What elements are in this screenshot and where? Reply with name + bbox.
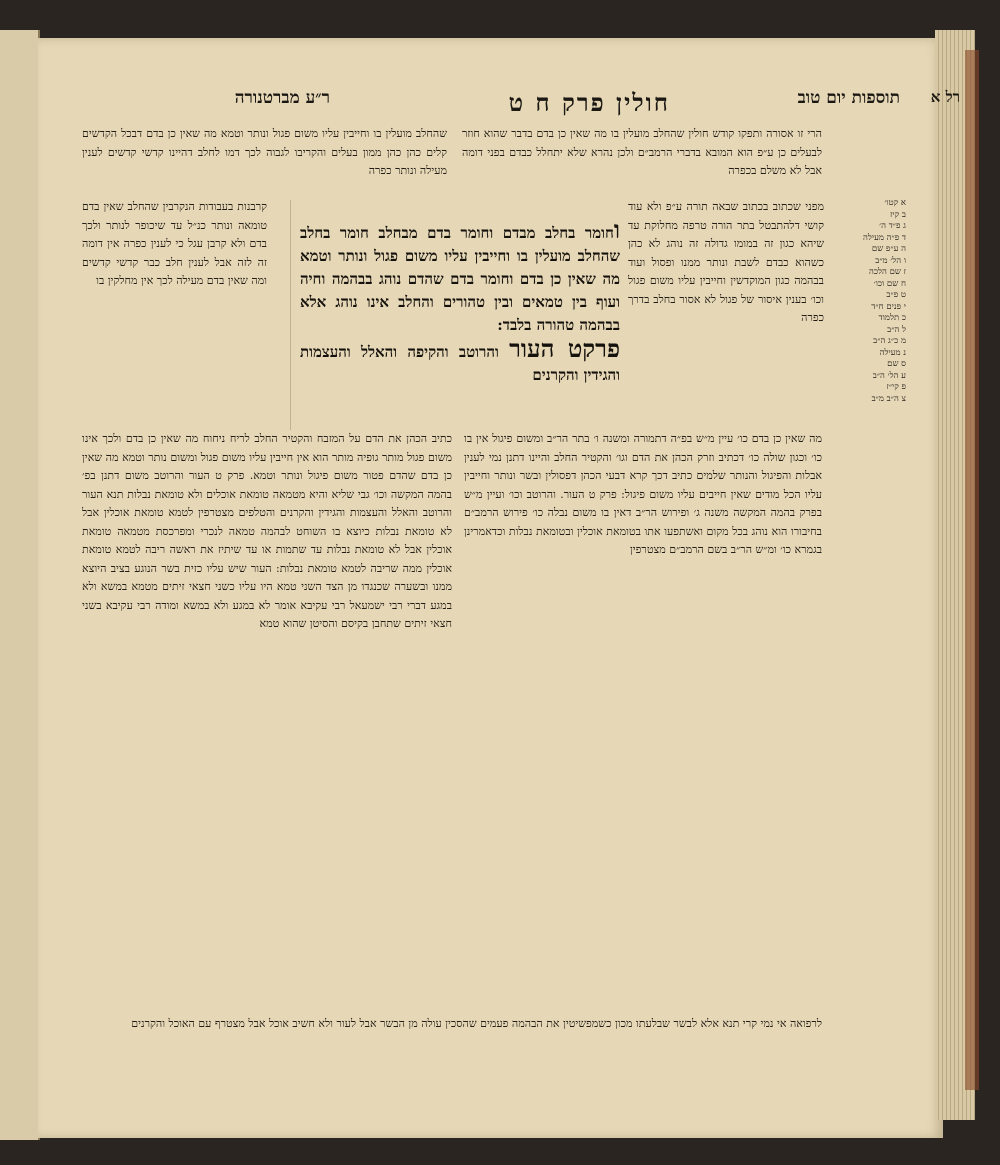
left-page-edge: [0, 30, 40, 1140]
commentary-text: מה שאין כן בדם כו׳ עיין מ״ש בפ״ה דתמורה ומשנה ו׳ בתר הר״ב ומשום פיגול אין בו כו׳ וכגון שולה כו׳ דכתיב וזרק הכהן את הדם וגו׳ והקטיר החלב והיינו דתנן נמי לענין אבלות והפיגול והנותר שלמים כתיב דכך קרא דבעי הכהן דפסולין ובשר ונותר וחייבין עליו הכל מודים שאין חייבים עליו משום פיגול: פרק ט העור. והרוטב וכו׳ ועיין מ״ש בפרק בהמה המקשה משנה ג׳ ופירוש הר״ב דאין בו משום נבלה כו׳ פירוש הרמב״ם בחיבורו הוא נוהג בכל מקום ואשתפעו אתו בטומאת אוכלין ובטומאת נבלות וכדאמרינן בגמרא כו׳ ומ״ש הר״ב בשם הרמב״ם מצטרפין: [464, 432, 822, 556]
header-rav: ר״ע מברטנורה: [234, 88, 330, 108]
mishnah-text: [300, 215, 620, 458]
margin-note: ב קיז: [890, 209, 906, 220]
margin-note: א קטו׳: [884, 198, 906, 208]
commentary-text: כתיב הכהן את הדם על המזבח והקטיר החלב לריח ניחוח מה שאין כן בדם ולכך אינו משום פגול מותר גופיה מותר הוא אין חייבין עליו משום פגול ומשום נותר וטמא מה שאין כן בדם שהדם פטור משום פיגול ונותר וטמא. פרק ט העור והרוטב משום דתנן בפ׳ בהמה המקשה וכו׳ גבי שליא והיא מטמאה טומאת אוכלים ולא טומאת נבלות תנא העור והרוטב והאלל והעצמות והגידין והקרנים והטלפים מצטרפין לטמא טומאת אוכלין אבל לא טומאת נבלות כיוצא בו השוחט לבהמה טמאה לנכרי ומפרכסת מטמאה טומאת אוכלין אבל לא טומאת נבלות עד שתמות או עד שיתיז את ראשה ריבה לטמא טומאת אוכלין ממה שריבה לטמא טומאת נבלות: העור שיש עליו כזית בשר הנוגע בציב היוצא ממנו ובשערה שכנגדו מן הצד השני טמא היו עליו כשני חצאי זיתים מטמא במשא ולא במגע דברי רבי ישמעאל רבי עקיבא אומר לא במגע ולא במשא ומודה רבי עקיבא בשני חצאי זיתים שתחבן בקיסם והסיטן שהוא טמא: [82, 432, 452, 630]
header-tosafot: תוספות יום טוב: [797, 88, 900, 108]
commentary-bottom-right: [464, 430, 822, 985]
margin-note: י פנים ח״ד: [871, 301, 906, 312]
page-edge-stain: [965, 50, 979, 1090]
page-header: [140, 88, 960, 118]
margin-note: צ ה״ב מ״ב: [871, 393, 906, 404]
margin-note: ל ה״ב: [887, 324, 906, 335]
commentary-text: שהחלב מועלין בו וחייבין עליו משום פגול ונותר וטמא מה שאין כן בדם דבכל הקדשים קלים כהן כהן ממון בעלים והקריבו לגבוה לכך דמו לחלב דהיינו קדשי קדשים לענין מעילה ונותר כפרה: [82, 127, 447, 177]
margin-note: ז שם הלכה: [868, 267, 906, 277]
margin-note: כ תלמוד: [878, 313, 906, 323]
margin-note: ע הל׳ ה״ב: [872, 370, 906, 381]
margin-note: פ קי״ז: [886, 382, 906, 392]
margin-note: נ מעילה: [879, 347, 906, 358]
commentary-top-left: [82, 125, 447, 195]
mishnah-body: חומר בחלב מבדם וחומר בדם מבחלב חומר בחלב שהחלב מועלין בו וחייבין עליו משום פגול ונותר וטמא מה שאין כן בדם וחומר בדם שהדם נוהג בבהמה וחיה ועוף בין טמאים ובין טהורים והחלב אינו נוהג אלא בבהמה טהורה בלבד:: [300, 224, 620, 334]
column-divider: [290, 200, 291, 430]
header-main-title: חולין פרק ח ט: [508, 88, 670, 117]
mishnah-initial: ו: [613, 215, 620, 244]
margin-note: ה ע״פ שם: [871, 244, 906, 254]
margin-note: ח שם וכו׳: [873, 278, 906, 289]
perek-text: והרוטב והקיפה והאלל והעצמות והגידין והקרנים: [300, 343, 620, 384]
commentary-bottom-left: [82, 430, 452, 1015]
commentary-text: הרי זו אסורה ותפקו קודש חולין שהחלב מועלין בו מה שאין כן בדם בדבר שהוא חוזר לבעלים כן ע״פ הוא המובא בדברי הרמב״ם ולכן נהרא שלא יתחלל כבדם בפני דומה אבל לא משלם בכפרה: [462, 127, 822, 177]
footer-commentary: לרפואה אי נמי קרי תנא אלא לבשר שבלעתו מכון כשמפשיטין את הבהמה פעמים שהסכין עולה מן הבשר אבל לעור ולא חשיב אוכל אבל מצטרף עם האוכל והקרנים: [131, 1017, 822, 1030]
margin-note: ג פ״ד ה׳: [879, 221, 906, 231]
folio-number: רל א: [930, 88, 960, 106]
commentary-right: [628, 198, 824, 438]
commentary-left: [82, 198, 267, 438]
margin-note: ט פ״ב: [886, 290, 906, 300]
margin-notes: [826, 198, 906, 448]
perek-heading: פרקט העור: [509, 334, 620, 363]
margin-note: ס שם: [887, 359, 906, 369]
margin-note: ד פ״ה מעילה: [862, 232, 906, 243]
margin-note: ו הל׳ מ״ב: [875, 255, 906, 266]
commentary-text: מפני שכתוב בכתוב שבאה תורה ע״פ ולא עוד קושי דלהתבטל בתר הורה טרפה מחלוקת עד שיהא כגון זה במומו גדולה זה נוהג לא כהן כשהוא כבדם לשבת ונותר ממנו ופסול ועוד בבהמה כגון המוקדשין וחייבין עליו משום פגול וכו׳ בענין איסור של פגול לא אסור בחלב בדרך כפרה: [628, 200, 824, 324]
margin-note: מ כ״ג ה״ב: [873, 336, 906, 346]
commentary-text: קרבנות בעבודות הנקרבין שהחלב שאין בדם טומאה ונותר כנ״ל עד שיכופר לנותר ולכך בדם ולא קרבן עגל כי לענין כפרה אין דומה זה לזה אבל לענין חלב כבר קדשי קדשים ומה שאין בדם מעילה לכך אין מחלקין בו: [82, 200, 267, 287]
commentary-top-right: [462, 125, 822, 195]
